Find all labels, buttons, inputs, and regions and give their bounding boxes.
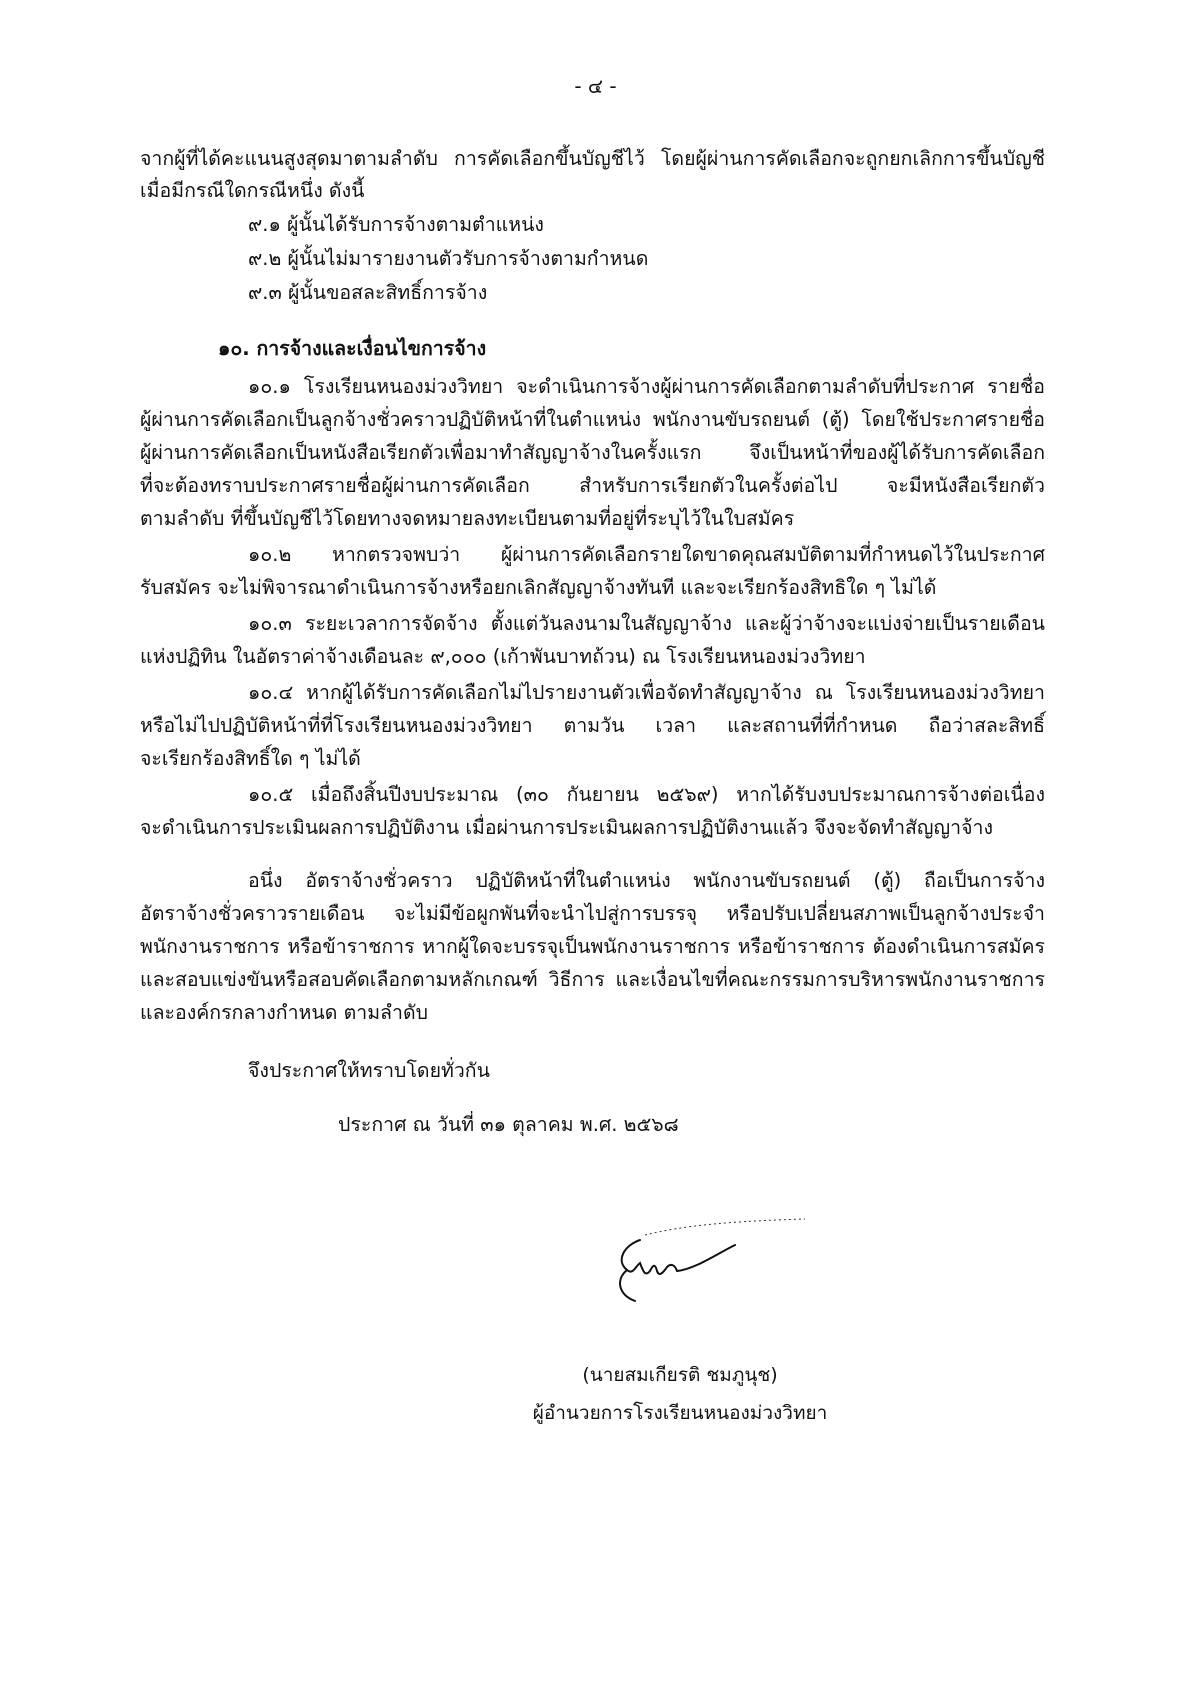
- cancel-item-1: ๙.๑ ผู้นั้นได้รับการจ้างตามตำแหน่ง: [248, 213, 544, 236]
- item-10-1-line-3: ผู้ผ่านการคัดเลือกเป็นหนังสือเรียกตัวเพื่อมาทำสัญญาจ้างในครั้งแรก จึงเป็นหน้าที่ของผู้ได้รับการคัดเลือก: [140, 441, 1045, 464]
- item-10-1-line-1: ๑๐.๑ โรงเรียนหนองม่วงวิทยา จะดำเนินการจ้างผู้ผ่านการคัดเลือกตามลำดับที่ประกาศ รายชื่อ: [248, 375, 1045, 398]
- item-10-1-line-4: ที่จะต้องทราบประกาศรายชื่อผู้ผ่านการคัดเลือก สำหรับการเรียกตัวในครั้งต่อไป จะมีหนังสือเรียกตัว: [140, 474, 1045, 497]
- item-10-1-line-5: ตามลำดับ ที่ขึ้นบัญชีไว้โดยทางจดหมายลงทะเบียนตามที่อยู่ที่ระบุไว้ในใบสมัคร: [140, 507, 795, 530]
- item-10-3-line-1: ๑๐.๓ ระยะเวลาการจัดจ้าง ตั้งแต่วันลงนามในสัญญาจ้าง และผู้ว่าจ้างจะแบ่งจ่ายเป็นรายเดือน: [248, 612, 1045, 635]
- item-10-3-line-2: แห่งปฏิทิน ในอัตราค่าจ้างเดือนละ ๙,๐๐๐ (เก้าพันบาทถ้วน) ณ โรงเรียนหนองม่วงวิทยา: [140, 645, 866, 668]
- note-line-5: และองค์กรกลางกำหนด ตามลำดับ: [140, 1001, 428, 1024]
- section-10-heading: ๑๐. การจ้างและเงื่อนไขการจ้าง: [218, 337, 487, 360]
- note-line-4: และสอบแข่งขันหรือสอบคัดเลือกตามหลักเกณฑ์ วิธีการ และเงื่อนไขที่คณะกรรมการบริหารพนักงานราชการ: [140, 968, 1045, 991]
- item-10-1-line-2: ผู้ผ่านการคัดเลือกเป็นลูกจ้างชั่วคราวปฏิบัติหน้าที่ในตำแหน่ง พนักงานขับรถยนต์ (ตู้) โดยใช้ประกาศรายชื่อ: [140, 408, 1045, 431]
- note-line-1: อนึ่ง อัตราจ้างชั่วคราว ปฏิบัติหน้าที่ในตำแหน่ง พนักงานขับรถยนต์ (ตู้) ถือเป็นการจ้าง: [248, 869, 1045, 892]
- item-10-2-line-2: รับสมัคร จะไม่พิจารณาดำเนินการจ้างหรือยกเลิกสัญญาจ้างทันที และจะเรียกร้องสิทธิใด ๆ ไม่ได้: [140, 576, 937, 599]
- item-10-2-line-1: ๑๐.๒ หากตรวจพบว่า ผู้ผ่านการคัดเลือกรายใดขาดคุณสมบัติตามที่กำหนดไว้ในประกาศ: [248, 543, 1045, 566]
- note-line-2: อัตราจ้างชั่วคราวรายเดือน จะไม่มีข้อผูกพันที่จะนำไปสู่การบรรจุ หรือปรับเปลี่ยนสภาพเป็นลูกจ้างประจำ: [140, 902, 1045, 925]
- intro-line-1: จากผู้ที่ได้คะแนนสูงสุดมาตามลำดับ การคัดเลือกขึ้นบัญชีไว้ โดยผู้ผ่านการคัดเลือกจะถูกยกเลิกการขึ้นบัญชี: [140, 147, 1045, 170]
- intro-line-2: เมื่อมีกรณีใดกรณีหนึ่ง ดังนี้: [140, 179, 365, 202]
- item-10-5-line-2: จะดำเนินการประเมินผลการปฏิบัติงาน เมื่อผ่านการประเมินผลการปฏิบัติงานแล้ว จึงจะจัดทำสัญญาจ้าง: [140, 816, 994, 839]
- cancel-item-3: ๙.๓ ผู้นั้นขอสละสิทธิ์การจ้าง: [248, 281, 488, 304]
- announcement-date: ประกาศ ณ วันที่ ๓๑ ตุลาคม พ.ศ. ๒๕๖๘: [338, 1113, 679, 1136]
- note-line-3: พนักงานราชการ หรือข้าราชการ หากผู้ใดจะบรรจุเป็นพนักงานราชการ หรือข้าราชการ ต้องดำเนินการสมัคร: [140, 935, 1045, 958]
- cancel-item-2: ๙.๒ ผู้นั้นไม่มารายงานตัวรับการจ้างตามกำหนด: [248, 247, 649, 270]
- page-number: - ๔ -: [574, 74, 617, 98]
- signature-image: [605, 1215, 815, 1305]
- signer-name: (นายสมเกียรติ ชมภูนุช): [582, 1364, 778, 1386]
- item-10-4-line-1: ๑๐.๔ หากผู้ได้รับการคัดเลือกไม่ไปรายงานตัวเพื่อจัดทำสัญญาจ้าง ณ โรงเรียนหนองม่วงวิทยา: [248, 681, 1045, 704]
- item-10-5-line-1: ๑๐.๕ เมื่อถึงสิ้นปีงบประมาณ (๓๐ กันยายน ๒๕๖๙) หากได้รับงบประมาณการจ้างต่อเนื่อง: [248, 783, 1045, 806]
- closing-statement: จึงประกาศให้ทราบโดยทั่วกัน: [248, 1059, 490, 1082]
- item-10-4-line-2: หรือไม่ไปปฏิบัติหน้าที่ที่โรงเรียนหนองม่วงวิทยา ตามวัน เวลา และสถานที่ที่กำหนด ถือว่าสละสิทธิ์: [140, 714, 1045, 737]
- signer-position: ผู้อำนวยการโรงเรียนหนองม่วงวิทยา: [532, 1402, 828, 1424]
- item-10-4-line-3: จะเรียกร้องสิทธิ์ใด ๆ ไม่ได้: [140, 747, 361, 770]
